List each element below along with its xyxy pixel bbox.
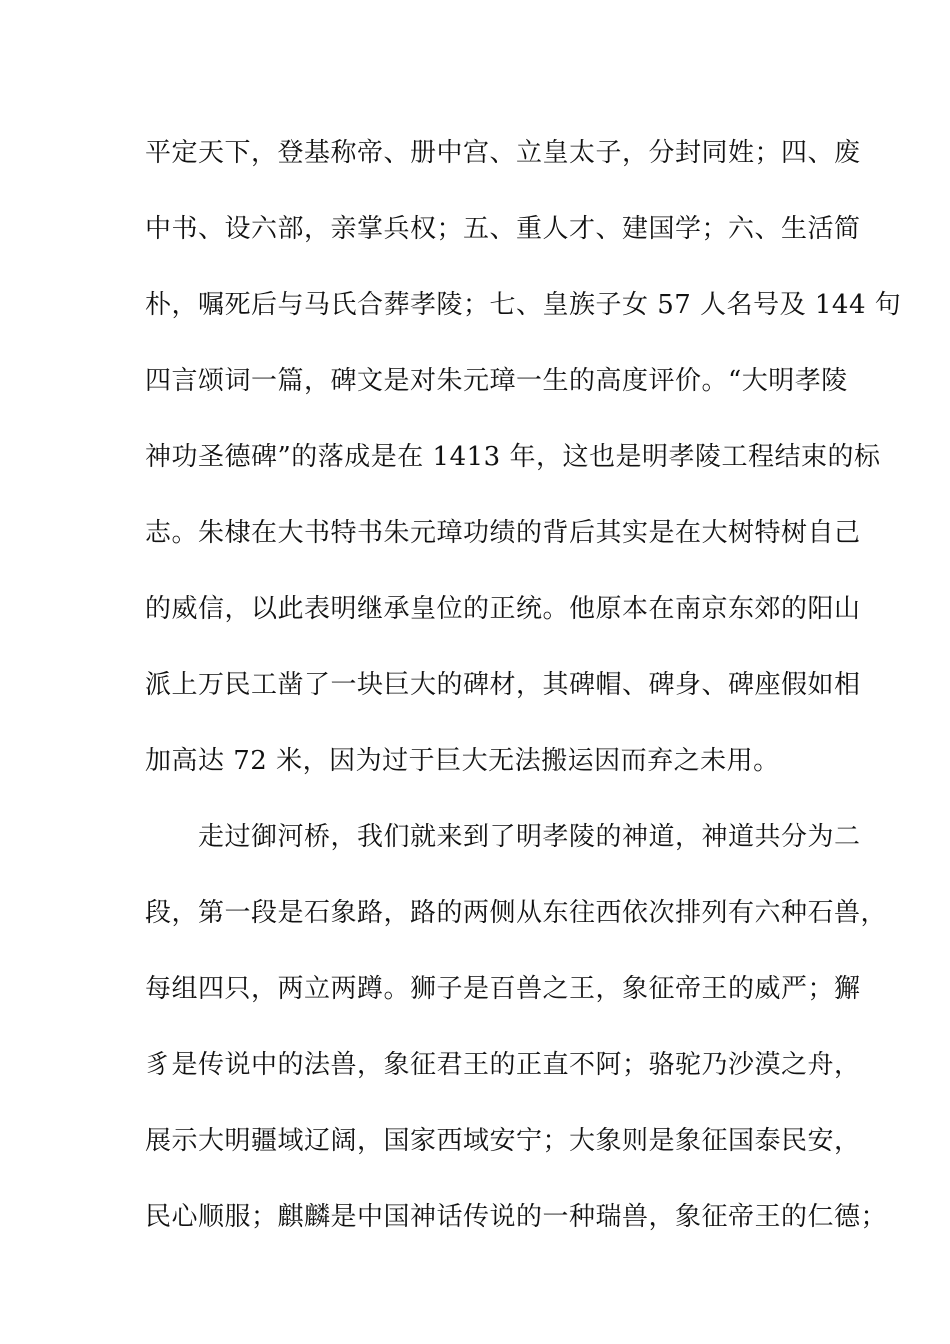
text-line: 走过御河桥，我们就来到了明孝陵的神道，神道共分为二 [145, 822, 861, 852]
text-line: 展示大明疆域辽阔，国家西域安宁；大象则是象征国泰民安， [145, 1126, 861, 1156]
text-line: 平定天下，登基称帝、册中宫、立皇太子，分封同姓；四、废 [145, 138, 861, 168]
document-page [145, 133, 902, 1237]
text-line: 四言颂词一篇，碑文是对朱元璋一生的高度评价。“大明孝陵 [145, 366, 848, 396]
text-line: 派上万民工凿了一块巨大的碑材，其碑帽、碑身、碑座假如相 [145, 670, 861, 700]
text-line: 中书、设六部，亲掌兵权；五、重人才、建国学；六、生活简 [145, 214, 861, 244]
text-line: 神功圣德碑”的落成是在 1413 年，这也是明孝陵工程结束的标 [145, 442, 881, 472]
text-line: 每组四只，两立两蹲。狮子是百兽之王，象征帝王的威严；獬 [145, 974, 861, 1004]
text-line: 的威信，以此表明继承皇位的正统。他原本在南京东郊的阳山 [145, 594, 861, 624]
text-line: 朴，嘱死后与马氏合葬孝陵；七、皇族子女 57 人名号及 144 句 [145, 290, 902, 320]
text-line: 豸是传说中的法兽，象征君王的正直不阿；骆驼乃沙漠之舟， [145, 1050, 861, 1080]
text-line: 段，第一段是石象路，路的两侧从东往西依次排列有六种石兽， [145, 898, 888, 928]
text-line: 加高达 72 米，因为过于巨大无法搬运因而弃之未用。 [145, 746, 780, 776]
text-line: 民心顺服；麒麟是中国神话传说的一种瑞兽，象征帝王的仁德； [145, 1202, 888, 1232]
text-line: 志。朱棣在大书特书朱元璋功绩的背后其实是在大树特树自己 [145, 518, 861, 548]
